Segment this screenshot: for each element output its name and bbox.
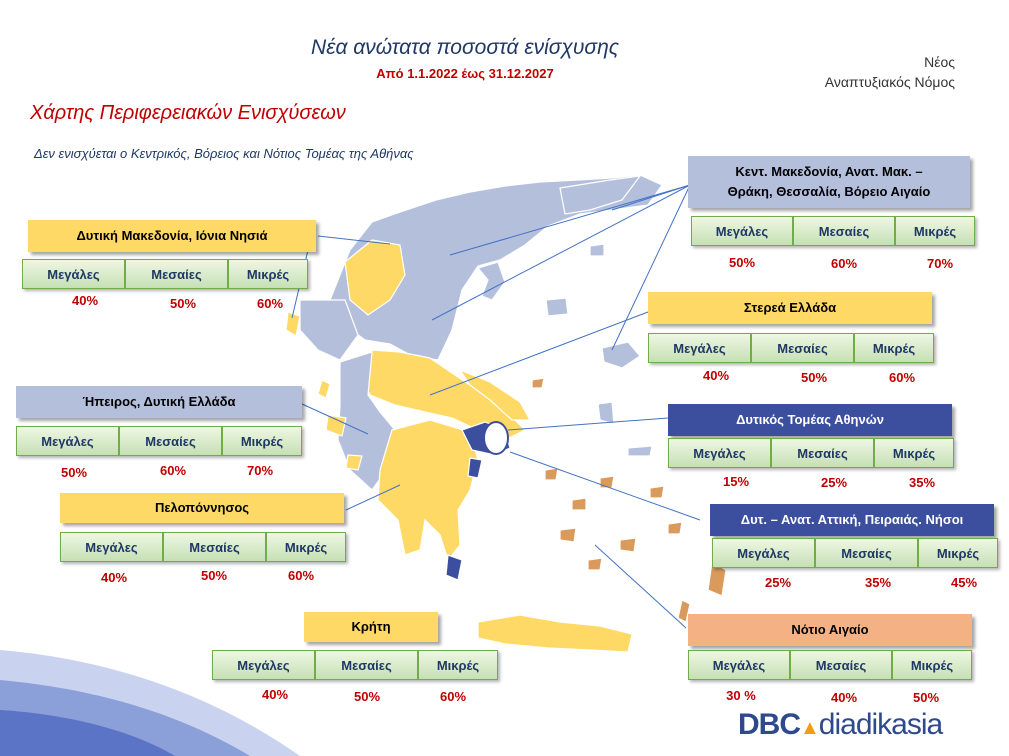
rate-large-sterea: 40% bbox=[702, 368, 730, 383]
rate-medium-attica: 35% bbox=[864, 575, 892, 590]
island-lemnos bbox=[546, 298, 568, 316]
region-crete bbox=[478, 615, 632, 652]
island-cyclades-2 bbox=[572, 498, 586, 510]
rate-medium-crete: 50% bbox=[353, 689, 381, 704]
date-range: Από 1.1.2022 έως 31.12.2027 bbox=[376, 66, 554, 81]
header-large: Μεγάλες bbox=[648, 333, 751, 363]
logo-triangle-icon: ▲ bbox=[800, 717, 819, 739]
header-small: Μικρές bbox=[892, 650, 972, 680]
rate-large-north-greece: 50% bbox=[728, 255, 756, 270]
region-label-sterea: Στερεά Ελλάδα bbox=[648, 292, 932, 324]
rate-large-west-macedonia: 40% bbox=[71, 293, 99, 308]
header-large: Μεγάλες bbox=[691, 216, 793, 246]
region-label-athens-west: Δυτικός Τομέας Αθηνών bbox=[668, 404, 952, 436]
rate-medium-west-macedonia: 50% bbox=[169, 296, 197, 311]
rate-small-crete: 60% bbox=[439, 689, 467, 704]
rate-large-athens-west: 15% bbox=[722, 474, 750, 489]
region-peloponnese bbox=[378, 420, 478, 560]
island-cyclades-5 bbox=[620, 538, 636, 552]
island-cyclades-4 bbox=[560, 528, 576, 542]
island-lesvos bbox=[602, 342, 640, 368]
rate-small-south-aegean: 50% bbox=[912, 690, 940, 705]
rate-table-north-greece bbox=[691, 216, 975, 246]
header-large: Μεγάλες bbox=[22, 259, 125, 289]
region-label-epirus: Ήπειρος, Δυτική Ελλάδα bbox=[16, 386, 302, 418]
exclusion-note: Δεν ενισχύεται ο Κεντρικός, Βόρειος και Νότιος Τομέας της Αθήνας bbox=[34, 146, 414, 161]
map-title: Χάρτης Περιφερειακών Ενισχύσεων bbox=[30, 102, 346, 124]
rate-medium-north-greece: 60% bbox=[830, 256, 858, 271]
header-large: Μεγάλες bbox=[212, 650, 315, 680]
arrow-north-4 bbox=[612, 185, 690, 350]
logo-brand: DBC bbox=[738, 708, 800, 741]
header-medium: Μεσαίες bbox=[125, 259, 228, 289]
region-label-south-aegean: Νότιο Αιγαίο bbox=[688, 614, 972, 646]
rate-table-west-macedonia bbox=[22, 259, 308, 289]
island-cyclades-7 bbox=[588, 558, 602, 570]
header-small: Μικρές bbox=[228, 259, 308, 289]
rate-medium-south-aegean: 40% bbox=[830, 690, 858, 705]
island-ikaria bbox=[628, 446, 652, 456]
rate-small-epirus: 70% bbox=[246, 463, 274, 478]
ionian-lefkada bbox=[318, 380, 330, 398]
rate-medium-peloponnese: 50% bbox=[200, 568, 228, 583]
region-label-peloponnese: Πελοπόννησος bbox=[60, 493, 344, 523]
region-label-west-macedonia: Δυτική Μακεδονία, Ιόνια Νησιά bbox=[28, 220, 316, 252]
rate-small-sterea: 60% bbox=[888, 370, 916, 385]
rate-table-attica bbox=[712, 538, 998, 568]
rate-large-south-aegean: 30 % bbox=[726, 688, 756, 703]
rate-small-north-greece: 70% bbox=[926, 256, 954, 271]
rate-table-athens-west bbox=[668, 438, 954, 468]
rate-small-peloponnese: 60% bbox=[287, 568, 315, 583]
island-dodecanese-1 bbox=[650, 486, 664, 498]
header-small: Μικρές bbox=[918, 538, 998, 568]
rate-small-attica: 45% bbox=[950, 575, 978, 590]
rate-medium-sterea: 50% bbox=[800, 370, 828, 385]
header-large: Μεγάλες bbox=[668, 438, 771, 468]
header-medium: Μεσαίες bbox=[119, 426, 222, 456]
rate-table-epirus bbox=[16, 426, 302, 456]
header-medium: Μεσαίες bbox=[315, 650, 418, 680]
header-medium: Μεσαίες bbox=[163, 532, 266, 562]
page-title: Νέα ανώτατα ποσοστά ενίσχυσης bbox=[311, 36, 619, 59]
header-small: Μικρές bbox=[854, 333, 934, 363]
rate-table-south-aegean bbox=[688, 650, 972, 680]
rate-medium-epirus: 60% bbox=[159, 463, 187, 478]
logo-product: diadikasia bbox=[818, 708, 943, 741]
header-medium: Μεσαίες bbox=[793, 216, 895, 246]
island-chios bbox=[598, 402, 614, 424]
rate-small-athens-west: 35% bbox=[908, 475, 936, 490]
island-samothraki bbox=[590, 244, 604, 256]
athens-west-sector bbox=[484, 422, 508, 454]
law-line-2: Αναπτυξιακός Νόμος bbox=[824, 74, 955, 90]
header-small: Μικρές bbox=[222, 426, 302, 456]
header-large: Μεγάλες bbox=[60, 532, 163, 562]
ionian-kefalonia bbox=[326, 415, 346, 436]
rate-small-west-macedonia: 60% bbox=[256, 296, 284, 311]
rate-table-sterea bbox=[648, 333, 934, 363]
rate-large-peloponnese: 40% bbox=[100, 570, 128, 585]
header-large: Μεγάλες bbox=[16, 426, 119, 456]
rate-large-attica: 25% bbox=[764, 575, 792, 590]
arrow-athens-west bbox=[508, 418, 668, 430]
island-dodecanese-2 bbox=[668, 522, 682, 534]
header-small: Μικρές bbox=[418, 650, 498, 680]
header-small: Μικρές bbox=[895, 216, 975, 246]
header-large: Μεγάλες bbox=[688, 650, 790, 680]
dbc-logo bbox=[738, 708, 942, 742]
header-small: Μικρές bbox=[874, 438, 954, 468]
rate-table-crete bbox=[212, 650, 498, 680]
header-small: Μικρές bbox=[266, 532, 346, 562]
header-medium: Μεσαίες bbox=[790, 650, 892, 680]
rate-large-epirus: 50% bbox=[60, 465, 88, 480]
header-medium: Μεσαίες bbox=[751, 333, 854, 363]
arrow-south-aegean bbox=[595, 545, 686, 628]
region-label-north-line2: Θράκη, Θεσσαλία, Βόρειο Αιγαίο bbox=[727, 184, 931, 199]
rate-medium-athens-west: 25% bbox=[820, 475, 848, 490]
header-large: Μεγάλες bbox=[712, 538, 815, 568]
rate-large-crete: 40% bbox=[261, 687, 289, 702]
region-label-crete: Κρήτη bbox=[304, 612, 438, 642]
rate-table-peloponnese bbox=[60, 532, 346, 562]
header-medium: Μεσαίες bbox=[815, 538, 918, 568]
header-medium: Μεσαίες bbox=[771, 438, 874, 468]
island-cyclades-1 bbox=[545, 468, 558, 480]
region-label-north-greece bbox=[688, 156, 970, 208]
region-label-attica: Δυτ. – Ανατ. Αττική, Πειραιάς. Νήσοι bbox=[710, 504, 994, 536]
island-cyclades-6 bbox=[532, 378, 544, 388]
region-label-north-line1: Κεντ. Μακεδονία, Ανατ. Μακ. – bbox=[735, 164, 923, 179]
law-line-1: Νέος bbox=[924, 54, 955, 70]
